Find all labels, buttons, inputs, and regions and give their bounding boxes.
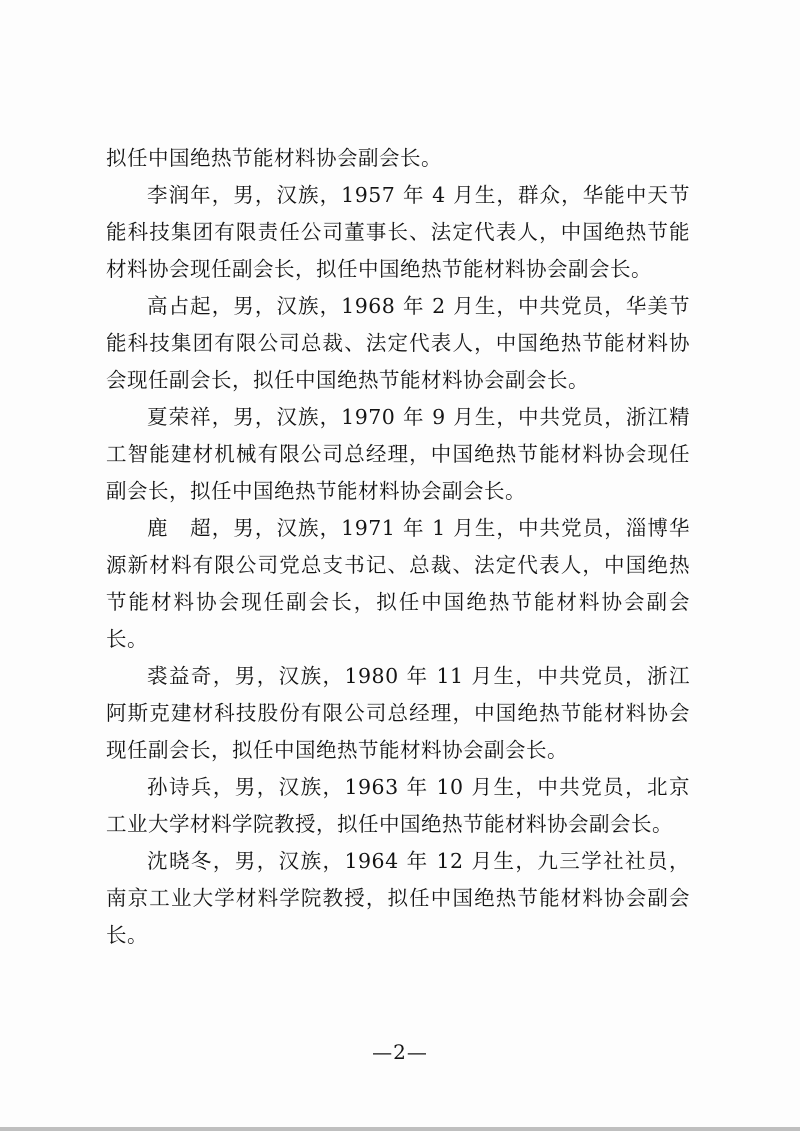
paragraph-qiu-yiqi: 裘益奇，男，汉族，1980 年 11 月生，中共党员，浙江阿斯克建材科技股份有限公司总经理，中国绝热节能材料协会现任副会长，拟任中国绝热节能材料协会副会长。: [106, 664, 690, 762]
page-number: —2—: [372, 1040, 428, 1064]
paragraph-continuation: 拟任中国绝热节能材料协会副会长。: [106, 146, 442, 170]
paragraph-sun-shibing: 孙诗兵，男，汉族，1963 年 10 月生，中共党员，北京工业大学材料学院教授，拟任中国绝热节能材料协会副会长。: [106, 775, 690, 836]
scan-edge-divider: [0, 1127, 800, 1131]
document-body: [106, 140, 690, 954]
paragraph-gao-zhanqi: 高占起，男，汉族，1968 年 2 月生，中共党员，华美节能科技集团有限公司总裁、法定代表人，中国绝热节能材料协会现任副会长，拟任中国绝热节能材料协会副会长。: [106, 294, 690, 392]
paragraph-xia-rongxiang: 夏荣祥，男，汉族，1970 年 9 月生，中共党员，浙江精工智能建材机械有限公司总经理，中国绝热节能材料协会现任副会长，拟任中国绝热节能材料协会副会长。: [106, 405, 690, 503]
paragraph-li-runnian: 李润年，男，汉族，1957 年 4 月生，群众，华能中天节能科技集团有限责任公司董事长、法定代表人，中国绝热节能材料协会现任副会长，拟任中国绝热节能材料协会副会长。: [106, 183, 690, 281]
paragraph-lu-chao: 鹿 超，男，汉族，1971 年 1 月生，中共党员，淄博华源新材料有限公司党总支书记、总裁、法定代表人，中国绝热节能材料协会现任副会长，拟任中国绝热节能材料协会副会长。: [106, 516, 690, 651]
paragraph-shen-xiaodong: 沈晓冬，男，汉族，1964 年 12 月生，九三学社社员，南京工业大学材料学院教授，拟任中国绝热节能材料协会副会长。: [106, 849, 690, 947]
